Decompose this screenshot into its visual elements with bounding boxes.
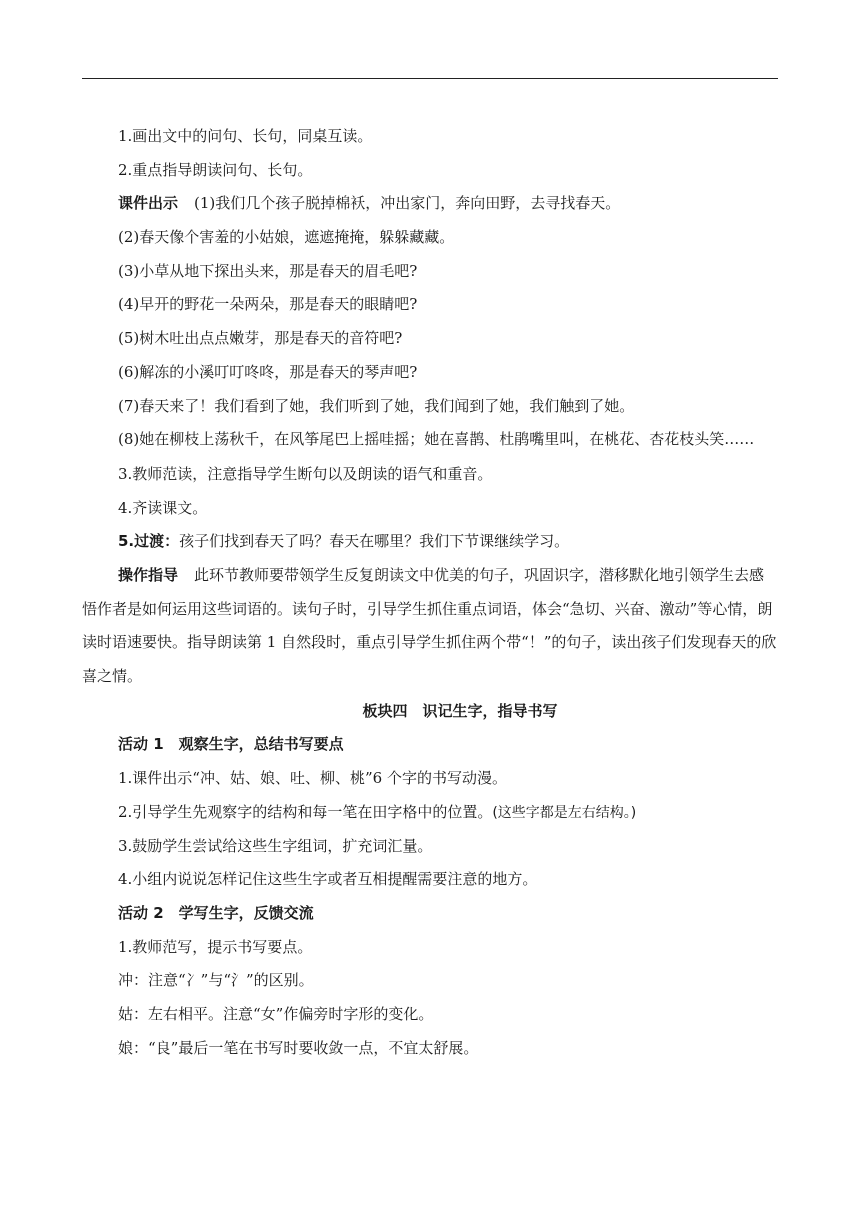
courseware-line-1 <box>82 193 778 213</box>
guidance-text: 此环节教师要带领学生反复朗读文中优美的句子，巩固识字，潜移默化地引领学生去感悟作者是如何运用这些词语的。读句子时，引导学生抓住重点词语，体会“急切、兴奋、激动”等心情，朗读时语速要快。指导朗读第 1 自然段时，重点引导学生抓住两个带“！”的句子，读出孩子们发现春天的欣喜之情。 <box>82 565 777 686</box>
courseware-item-6: (6)解冻的小溪叮叮咚咚，那是春天的琴声吧? <box>118 362 418 381</box>
step-4: 4.齐读课文。 <box>118 498 208 517</box>
activity-1-step-4: 4.小组内说说怎样记住这些生字或者互相提醒需要注意的地方。 <box>118 870 538 889</box>
char-note-niang: 娘：“良”最后一笔在书写时要收敛一点，不宜太舒展。 <box>118 1038 479 1057</box>
char-note-gu: 姑：左右相平。注意“女”作偏旁时字形的变化。 <box>118 1004 434 1023</box>
transition-text: 孩子们找到春天了吗？春天在哪里？我们下节课继续学习。 <box>179 532 570 551</box>
courseware-item-5: (5)树木吐出点点嫩芽，那是春天的音符吧? <box>118 329 403 348</box>
structure-note: (这些字都是左右结构。) <box>492 804 637 821</box>
courseware-item-3: (3)小草从地下探出头来，那是春天的眉毛吧? <box>118 261 418 280</box>
transition-label: 5.过渡： <box>118 532 180 551</box>
char-note-chong: 冲：注意“冫”与“氵”的区别。 <box>118 971 314 990</box>
guidance-label: 操作指导 <box>118 565 179 584</box>
activity-2-step-1: 1.教师范写，提示书写要点。 <box>118 937 313 956</box>
guidance-paragraph <box>82 559 778 694</box>
section-title: 板块四 识记生字，指导书写 <box>362 701 558 720</box>
courseware-item-1: (1)我们几个孩子脱掉棉袄，冲出家门，奔向田野，去寻找春天。 <box>194 194 621 213</box>
activity-1-title: 活动 1 观察生字，总结书写要点 <box>118 735 344 754</box>
courseware-label: 课件出示 <box>118 194 179 213</box>
activity-1-step-1: 1.课件出示“冲、姑、娘、吐、柳、桃”6 个字的书写动漫。 <box>118 769 507 788</box>
header-rule <box>82 78 778 79</box>
step-3: 3.教师范读，注意指导学生断句以及朗读的语气和重音。 <box>118 464 493 483</box>
step-2: 2.重点指导朗读问句、长句。 <box>118 160 313 179</box>
activity-1-step-2-main: 2.引导学生先观察字的结构和每一笔在田字格中的位置。 <box>118 802 493 821</box>
courseware-item-2: (2)春天像个害羞的小姑娘，遮遮掩掩，躲躲藏藏。 <box>118 228 455 247</box>
courseware-item-7: (7)春天来了！我们看到了她，我们听到了她，我们闻到了她，我们触到了她。 <box>118 396 635 415</box>
step-5 <box>82 531 778 551</box>
activity-1-step-2 <box>82 802 778 822</box>
activity-1-step-3: 3.鼓励学生尝试给这些生字组词，扩充词汇量。 <box>118 836 433 855</box>
courseware-item-8: (8)她在柳枝上荡秋千，在风筝尾巴上摇哇摇；她在喜鹊、杜鹃嘴里叫，在桃花、杏花枝头笑…… <box>118 430 755 449</box>
document-body <box>82 126 778 1071</box>
courseware-item-4: (4)早开的野花一朵两朵，那是春天的眼睛吧? <box>118 295 418 314</box>
step-1: 1.画出文中的问句、长句，同桌互读。 <box>118 127 373 145</box>
activity-2-title: 活动 2 学写生字，反馈交流 <box>118 903 314 922</box>
